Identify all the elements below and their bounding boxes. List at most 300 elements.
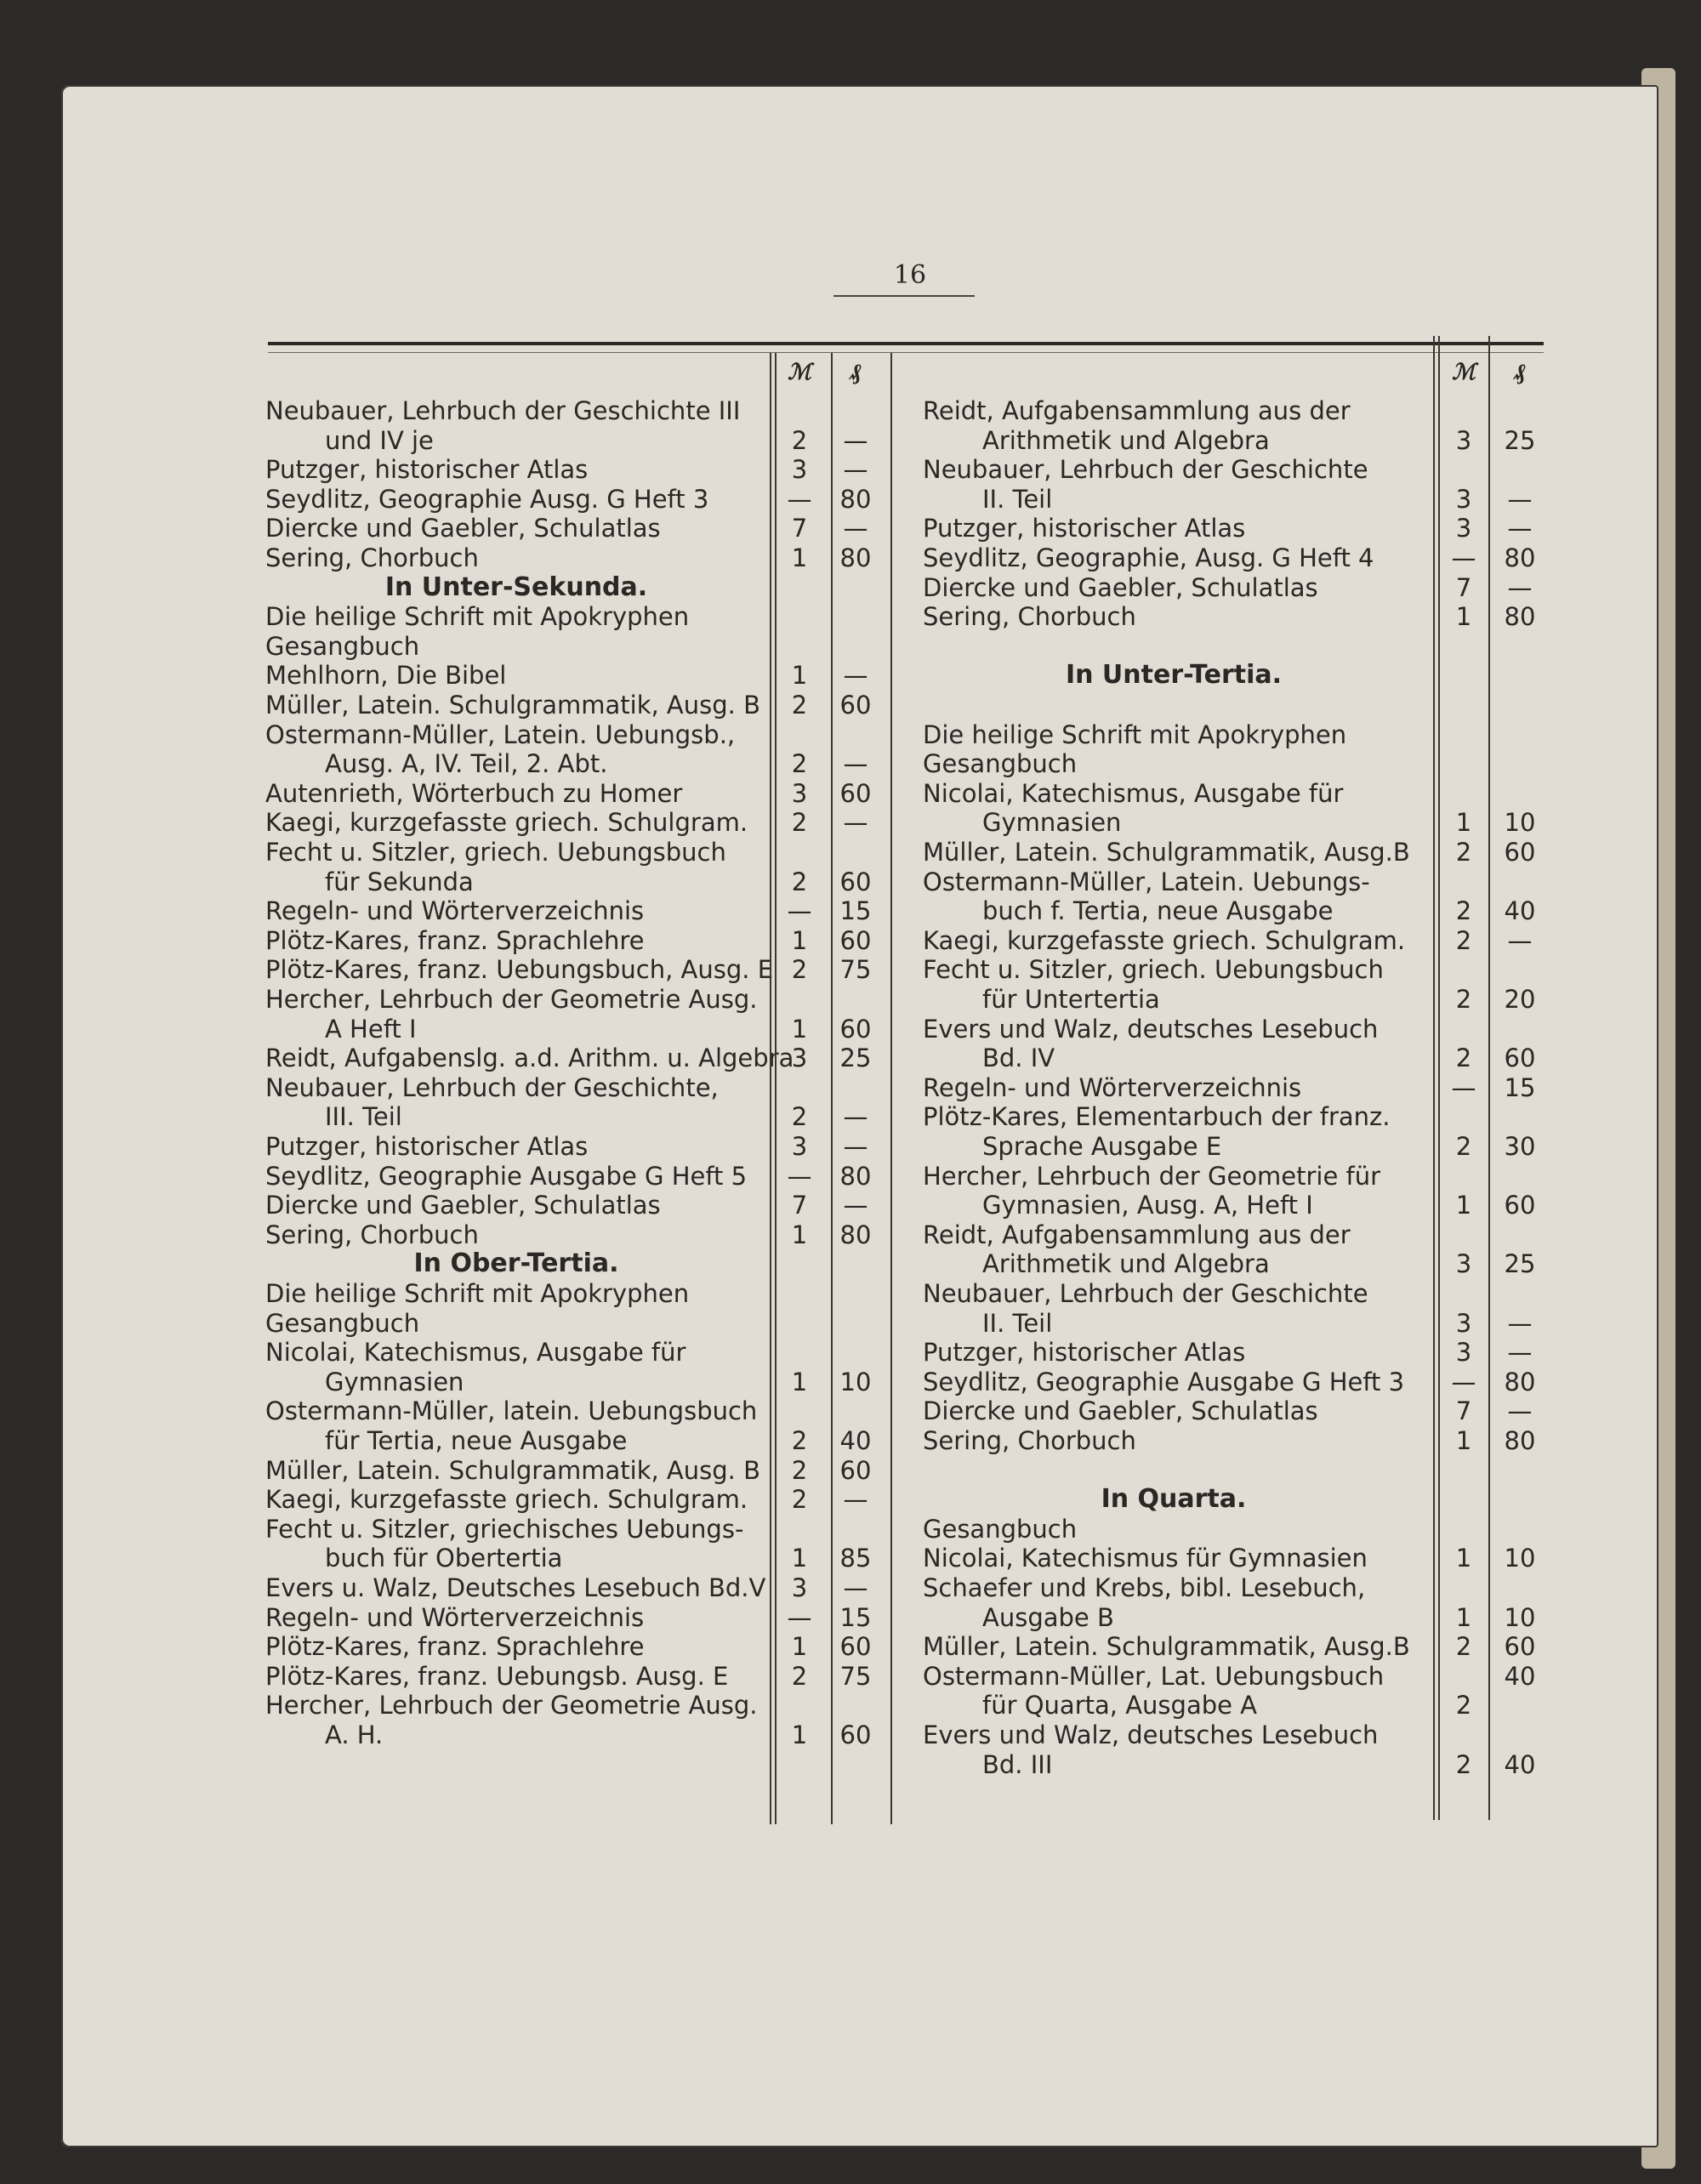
- book-title: Putzger, historischer Atlas: [923, 1338, 1246, 1368]
- book-title: Plötz-Kares, Elementarbuch der franz.: [923, 1102, 1391, 1132]
- book-title: Reidt, Aufgabensammlung aus der: [923, 396, 1351, 425]
- book-row: [265, 601, 899, 632]
- book-row: [265, 1631, 899, 1662]
- book-row: [923, 454, 1556, 485]
- mark-column-header-right: ℳ: [1452, 360, 1476, 385]
- price-pfennig: —: [1507, 925, 1533, 955]
- book-title: Putzger, historischer Atlas: [265, 1132, 589, 1161]
- price-pfennig: —: [843, 514, 868, 543]
- book-row: [265, 454, 899, 485]
- book-title: Gesangbuch: [923, 1514, 1078, 1544]
- price-mark: 7: [791, 1191, 808, 1220]
- book-row: [923, 425, 1556, 456]
- book-title: Plötz-Kares, franz. Sprachlehre: [265, 925, 645, 955]
- book-row: [265, 896, 899, 926]
- book-title: Hercher, Lehrbuch der Geometrie für: [923, 1161, 1381, 1191]
- book-row: [923, 395, 1556, 426]
- book-title: Diercke und Gaebler, Schulatlas: [265, 1191, 661, 1220]
- price-mark: 1: [791, 1544, 808, 1573]
- price-pfennig: 75: [839, 1661, 872, 1691]
- book-title: Neubauer, Lehrbuch der Geschichte III: [265, 396, 741, 425]
- price-pfennig: 25: [1504, 1249, 1536, 1279]
- price-mark: 2: [791, 1455, 808, 1485]
- book-row: [923, 1131, 1556, 1162]
- price-mark: 3: [791, 1044, 808, 1073]
- price-pfennig: 40: [1504, 896, 1536, 926]
- price-pfennig: —: [1507, 1396, 1533, 1426]
- price-mark: 1: [791, 925, 808, 955]
- price-mark: 2: [791, 808, 808, 838]
- book-title: buch f. Tertia, neue Ausgabe: [982, 896, 1334, 926]
- book-row: [923, 954, 1556, 985]
- book-title: Müller, Latein. Schulgrammatik, Ausg.B: [923, 838, 1410, 867]
- price-mark: 3: [1455, 514, 1472, 543]
- price-pfennig: —: [1507, 1308, 1533, 1338]
- book-title: Putzger, historischer Atlas: [265, 455, 589, 485]
- book-title: Bd. III: [982, 1749, 1053, 1779]
- price-mark: 2: [1455, 1691, 1472, 1720]
- book-title: Ausg. A, IV. Teil, 2. Abt.: [325, 749, 608, 779]
- book-title: Sering, Chorbuch: [265, 543, 479, 572]
- price-pfennig: —: [843, 1573, 868, 1602]
- book-row: [923, 1749, 1556, 1780]
- section-heading: [265, 572, 899, 603]
- price-mark: 7: [791, 514, 808, 543]
- book-title: Autenrieth, Wörterbuch zu Homer: [265, 778, 683, 808]
- book-row: [265, 484, 899, 515]
- price-mark: —: [787, 896, 812, 926]
- price-pfennig: 80: [1504, 543, 1536, 572]
- price-pfennig: 10: [839, 1367, 872, 1396]
- pfennig-column-header-right: ₰: [1514, 360, 1526, 385]
- price-mark: 3: [791, 1132, 808, 1161]
- book-row: [265, 631, 899, 662]
- right-divider-1: [1433, 336, 1435, 1820]
- section-title: In Ober-Tertia.: [413, 1248, 619, 1279]
- right-book-list: [923, 353, 1556, 1824]
- price-mark: —: [787, 484, 812, 514]
- price-mark: 2: [1455, 1044, 1472, 1073]
- price-pfennig: 60: [839, 925, 872, 955]
- book-title: Sering, Chorbuch: [923, 1426, 1136, 1455]
- book-row: [923, 1043, 1556, 1073]
- book-title: Die heilige Schrift mit Apokryphen: [265, 1279, 690, 1308]
- book-row: [265, 543, 899, 573]
- price-pfennig: 60: [1504, 1632, 1536, 1662]
- book-title: Gymnasien: [982, 808, 1122, 838]
- price-mark: 1: [791, 543, 808, 572]
- price-pfennig: 80: [839, 1161, 872, 1191]
- price-pfennig: 60: [839, 1014, 872, 1044]
- book-row: [265, 1367, 899, 1397]
- price-mark: 2: [1455, 896, 1472, 926]
- book-title: Plötz-Kares, franz. Uebungsb. Ausg. E: [265, 1661, 729, 1691]
- book-row: [265, 748, 899, 779]
- book-row: [265, 1602, 899, 1633]
- price-pfennig: 60: [1504, 1191, 1536, 1220]
- price-mark: 2: [791, 1426, 808, 1455]
- section-title: In Unter-Sekunda.: [384, 572, 648, 602]
- book-title: Diercke und Gaebler, Schulatlas: [923, 1396, 1318, 1426]
- book-title: Hercher, Lehrbuch der Geometrie Ausg.: [265, 1691, 758, 1720]
- book-title: Seydlitz, Geographie Ausg. G Heft 3: [265, 484, 709, 514]
- book-row: [265, 690, 899, 720]
- price-pfennig: 60: [839, 691, 872, 719]
- price-pfennig: 25: [839, 1044, 872, 1073]
- book-title: buch für Obertertia: [325, 1544, 563, 1573]
- book-row: [923, 1631, 1556, 1662]
- price-pfennig: —: [843, 455, 868, 485]
- book-row: [923, 1337, 1556, 1368]
- book-title: Reidt, Aufgabensammlung aus der: [923, 1220, 1351, 1249]
- book-title: Schaefer und Krebs, bibl. Lesebuch,: [923, 1573, 1366, 1602]
- book-row: [923, 1248, 1556, 1279]
- book-row: [265, 1101, 899, 1132]
- book-row: [923, 572, 1556, 603]
- price-mark: 2: [1455, 985, 1472, 1014]
- page-number-rule: [833, 295, 975, 297]
- book-row: [265, 1161, 899, 1192]
- book-title: für Quarta, Ausgabe A: [982, 1691, 1258, 1720]
- book-title: Die heilige Schrift mit Apokryphen: [923, 719, 1347, 749]
- book-row: [265, 1220, 899, 1250]
- book-row: [265, 807, 899, 838]
- book-row: [265, 1072, 899, 1103]
- price-pfennig: —: [843, 749, 868, 779]
- book-row: [923, 1101, 1556, 1132]
- price-mark: —: [787, 1161, 812, 1191]
- price-pfennig: 60: [1504, 1044, 1536, 1073]
- price-mark: 1: [791, 1720, 808, 1749]
- price-mark: 1: [1455, 1191, 1472, 1220]
- book-row: [923, 1367, 1556, 1397]
- book-title: Müller, Latein. Schulgrammatik, Ausg.B: [923, 1632, 1410, 1662]
- price-mark: 3: [791, 1573, 808, 1602]
- book-row: [265, 984, 899, 1015]
- book-row: [265, 1543, 899, 1573]
- price-pfennig: 60: [839, 778, 872, 808]
- left-divider-1b: [775, 353, 777, 1824]
- price-mark: 2: [791, 1485, 808, 1515]
- book-row: [923, 1425, 1556, 1456]
- price-mark: 2: [791, 749, 808, 779]
- book-title: Ostermann-Müller, Latein. Uebungsb.,: [265, 719, 736, 749]
- section-heading: [923, 1484, 1556, 1515]
- price-pfennig: —: [1507, 572, 1533, 602]
- book-title: Regeln- und Wörterverzeichnis: [923, 1072, 1302, 1102]
- mark-column-header-left: ℳ: [788, 360, 811, 385]
- book-row: [923, 513, 1556, 543]
- book-row: [265, 1337, 899, 1368]
- book-title: Mehlhorn, Die Bibel: [265, 661, 507, 691]
- book-row: [923, 1220, 1556, 1250]
- price-mark: 2: [1455, 838, 1472, 867]
- book-row: [923, 1720, 1556, 1750]
- book-row: [923, 778, 1556, 809]
- left-divider-3: [890, 353, 892, 1824]
- section-title: In Unter-Tertia.: [1065, 660, 1283, 691]
- price-pfennig: —: [1507, 514, 1533, 543]
- price-mark: 2: [791, 425, 808, 455]
- book-row: [923, 1014, 1556, 1044]
- book-title: Fecht u. Sitzler, griech. Uebungsbuch: [923, 955, 1384, 985]
- book-row: [923, 748, 1556, 779]
- price-mark: 7: [1455, 1396, 1472, 1426]
- book-title: Müller, Latein. Schulgrammatik, Ausg. B: [265, 1455, 760, 1485]
- book-title: Seydlitz, Geographie Ausgabe G Heft 5: [265, 1161, 748, 1191]
- price-mark: 2: [791, 691, 808, 719]
- book-title: Neubauer, Lehrbuch der Geschichte: [923, 1279, 1368, 1308]
- price-mark: 2: [791, 867, 808, 896]
- left-book-list: [265, 353, 899, 1824]
- book-row: [265, 1455, 899, 1486]
- book-title: Regeln- und Wörterverzeichnis: [265, 1602, 645, 1632]
- right-divider-2: [1488, 336, 1490, 1820]
- book-title: und IV je: [325, 425, 434, 455]
- price-pfennig: 80: [839, 1220, 872, 1249]
- book-title: Ostermann-Müller, Latein. Uebungs-: [923, 867, 1370, 896]
- book-title: Arithmetik und Algebra: [982, 425, 1270, 455]
- book-title: Kaegi, kurzgefasste griech. Schulgram.: [923, 925, 1406, 955]
- price-mark: 2: [1455, 1132, 1472, 1161]
- price-mark: 1: [1455, 1602, 1472, 1632]
- price-pfennig: —: [843, 808, 868, 838]
- price-mark: 1: [1455, 808, 1472, 838]
- price-mark: 3: [1455, 1338, 1472, 1368]
- price-mark: 1: [791, 1014, 808, 1044]
- price-pfennig: —: [843, 1191, 868, 1220]
- book-row: [265, 660, 899, 691]
- book-title: für Untertertia: [982, 985, 1160, 1014]
- book-title: Ostermann-Müller, Lat. Uebungsbuch: [923, 1661, 1385, 1691]
- book-row: [265, 867, 899, 897]
- book-row: [265, 1573, 899, 1603]
- book-title: Kaegi, kurzgefasste griech. Schulgram.: [265, 1485, 748, 1515]
- book-row: [265, 1308, 899, 1339]
- book-row: [923, 1514, 1556, 1544]
- price-pfennig: 40: [1504, 1749, 1536, 1779]
- price-pfennig: 25: [1504, 425, 1536, 455]
- book-title: Diercke und Gaebler, Schulatlas: [265, 514, 661, 543]
- section-title: In Quarta.: [1101, 1484, 1247, 1515]
- book-row: [265, 1043, 899, 1073]
- book-row: [265, 1014, 899, 1044]
- book-row: [923, 631, 1556, 662]
- price-pfennig: 85: [839, 1544, 872, 1573]
- price-mark: 3: [1455, 1249, 1472, 1279]
- price-pfennig: 75: [839, 955, 872, 985]
- left-divider-1: [770, 353, 771, 1824]
- book-row: [923, 1278, 1556, 1309]
- book-row: [923, 1161, 1556, 1192]
- book-title: Plötz-Kares, franz. Uebungsbuch, Ausg. E: [265, 955, 774, 985]
- price-pfennig: 60: [839, 867, 872, 896]
- book-title: für Tertia, neue Ausgabe: [325, 1426, 628, 1455]
- price-pfennig: —: [1507, 1338, 1533, 1368]
- book-title: Nicolai, Katechismus für Gymnasien: [923, 1544, 1368, 1573]
- price-mark: 1: [1455, 1544, 1472, 1573]
- price-pfennig: —: [843, 1132, 868, 1161]
- book-row: [923, 1308, 1556, 1339]
- book-title: Fecht u. Sitzler, griechisches Uebungs-: [265, 1514, 744, 1544]
- book-row: [265, 1425, 899, 1456]
- price-pfennig: 60: [839, 1632, 872, 1662]
- book-row: [265, 1484, 899, 1515]
- book-row: [923, 1455, 1556, 1486]
- right-divider-1b: [1438, 336, 1440, 1820]
- price-mark: 1: [791, 1367, 808, 1396]
- price-pfennig: —: [1507, 484, 1533, 514]
- book-row: [923, 1190, 1556, 1220]
- price-mark: 1: [791, 1220, 808, 1249]
- book-title: Ostermann-Müller, latein. Uebungsbuch: [265, 1396, 758, 1426]
- price-mark: 7: [1455, 572, 1472, 602]
- book-row: [923, 1602, 1556, 1633]
- book-row: [265, 1514, 899, 1544]
- book-row: [923, 690, 1556, 720]
- price-mark: 2: [1455, 1632, 1472, 1662]
- price-mark: —: [1451, 1367, 1476, 1396]
- book-title: Sprache Ausgabe E: [982, 1132, 1222, 1161]
- book-title: Evers und Walz, deutsches Lesebuch: [923, 1720, 1379, 1749]
- price-mark: 1: [1455, 602, 1472, 632]
- book-title: für Sekunda: [325, 867, 474, 896]
- price-mark: 3: [1455, 484, 1472, 514]
- book-title: II. Teil: [982, 1308, 1053, 1338]
- price-pfennig: 10: [1504, 1602, 1536, 1632]
- book-row: [265, 1720, 899, 1750]
- book-title: Sering, Chorbuch: [265, 1220, 479, 1249]
- price-pfennig: 20: [1504, 985, 1536, 1014]
- book-row: [265, 778, 899, 809]
- book-title: Hercher, Lehrbuch der Geometrie Ausg.: [265, 985, 758, 1014]
- book-row: [923, 807, 1556, 838]
- price-pfennig: 60: [839, 1455, 872, 1485]
- price-pfennig: 30: [1504, 1132, 1536, 1161]
- book-title: III. Teil: [325, 1102, 402, 1132]
- book-title: A Heft I: [325, 1014, 417, 1044]
- book-row: [265, 1661, 899, 1692]
- price-pfennig: 10: [1504, 808, 1536, 838]
- book-row: [265, 1190, 899, 1220]
- price-mark: 2: [1455, 1749, 1472, 1779]
- price-pfennig: 10: [1504, 1544, 1536, 1573]
- book-title: Sering, Chorbuch: [923, 602, 1136, 632]
- book-row: [265, 1690, 899, 1720]
- price-pfennig: 15: [1504, 1072, 1536, 1102]
- book-row: [923, 484, 1556, 515]
- book-title: Fecht u. Sitzler, griech. Uebungsbuch: [265, 838, 726, 867]
- book-row: [923, 719, 1556, 750]
- price-pfennig: 80: [839, 484, 872, 514]
- book-row: [265, 925, 899, 956]
- book-title: Müller, Latein. Schulgrammatik, Ausg. B: [265, 691, 760, 719]
- book-title: Evers und Walz, deutsches Lesebuch: [923, 1014, 1379, 1044]
- book-title: Kaegi, kurzgefasste griech. Schulgram.: [265, 808, 748, 838]
- header-rule: [268, 342, 1544, 345]
- price-mark: 3: [1455, 425, 1472, 455]
- price-mark: —: [787, 1602, 812, 1632]
- price-pfennig: —: [843, 661, 868, 691]
- book-row: [265, 513, 899, 543]
- book-row: [923, 1661, 1556, 1692]
- book-row: [923, 601, 1556, 632]
- book-title: Gesangbuch: [923, 749, 1078, 779]
- price-pfennig: —: [843, 1485, 868, 1515]
- book-row: [265, 837, 899, 867]
- price-mark: 1: [1455, 1426, 1472, 1455]
- book-title: Gesangbuch: [265, 631, 420, 661]
- price-pfennig: —: [843, 425, 868, 455]
- book-title: Die heilige Schrift mit Apokryphen: [265, 602, 690, 632]
- price-pfennig: 80: [1504, 1426, 1536, 1455]
- book-title: Evers u. Walz, Deutsches Lesebuch Bd.V: [265, 1573, 766, 1602]
- book-title: Bd. IV: [982, 1044, 1055, 1073]
- book-title: Plötz-Kares, franz. Sprachlehre: [265, 1632, 645, 1662]
- book-row: [923, 1396, 1556, 1426]
- book-title: Seydlitz, Geographie Ausgabe G Heft 3: [923, 1367, 1405, 1396]
- book-title: Putzger, historischer Atlas: [923, 514, 1246, 543]
- book-title: Nicolai, Katechismus, Ausgabe für: [923, 778, 1344, 808]
- book-title: Gesangbuch: [265, 1308, 420, 1338]
- price-pfennig: 15: [839, 896, 872, 926]
- price-mark: —: [1451, 543, 1476, 572]
- book-row: [265, 1131, 899, 1162]
- book-title: Seydlitz, Geographie, Ausg. G Heft 4: [923, 543, 1374, 572]
- price-mark: 2: [791, 1102, 808, 1132]
- price-mark: 1: [791, 1632, 808, 1662]
- book-row: [265, 395, 899, 426]
- book-row: [265, 1278, 899, 1309]
- price-pfennig: 60: [839, 1720, 872, 1749]
- book-title: Ausgabe B: [982, 1602, 1114, 1632]
- book-row: [923, 1690, 1556, 1720]
- book-row: [265, 719, 899, 750]
- price-pfennig: 60: [1504, 838, 1536, 867]
- left-divider-2: [831, 353, 833, 1824]
- price-pfennig: 80: [839, 543, 872, 572]
- section-heading: [265, 1248, 899, 1279]
- book-title: Regeln- und Wörterverzeichnis: [265, 896, 645, 926]
- book-row: [923, 896, 1556, 926]
- price-mark: —: [1451, 1072, 1476, 1102]
- book-row: [923, 837, 1556, 867]
- book-row: [265, 425, 899, 456]
- book-title: Nicolai, Katechismus, Ausgabe für: [265, 1338, 686, 1368]
- pfennig-column-header-left: ₰: [850, 360, 862, 385]
- book-row: [265, 1396, 899, 1426]
- book-title: Diercke und Gaebler, Schulatlas: [923, 572, 1318, 602]
- book-row: [923, 1543, 1556, 1573]
- book-title: Reidt, Aufgabenslg. a.d. Arithm. u. Algebra: [265, 1044, 794, 1073]
- book-row: [923, 867, 1556, 897]
- book-title: Arithmetik und Algebra: [982, 1249, 1270, 1279]
- price-mark: 1: [791, 661, 808, 691]
- price-mark: 3: [791, 778, 808, 808]
- price-mark: 2: [791, 955, 808, 985]
- book-row: [923, 925, 1556, 956]
- book-title: A. H.: [325, 1720, 384, 1749]
- price-pfennig: —: [843, 1102, 868, 1132]
- price-pfennig: 80: [1504, 602, 1536, 632]
- book-title: Gymnasien: [325, 1367, 464, 1396]
- book-row: [923, 543, 1556, 573]
- price-pfennig: 40: [1504, 1661, 1536, 1691]
- book-title: Neubauer, Lehrbuch der Geschichte: [923, 455, 1368, 485]
- book-row: [265, 954, 899, 985]
- book-title: II. Teil: [982, 484, 1053, 514]
- book-title: Gymnasien, Ausg. A, Heft I: [982, 1191, 1313, 1220]
